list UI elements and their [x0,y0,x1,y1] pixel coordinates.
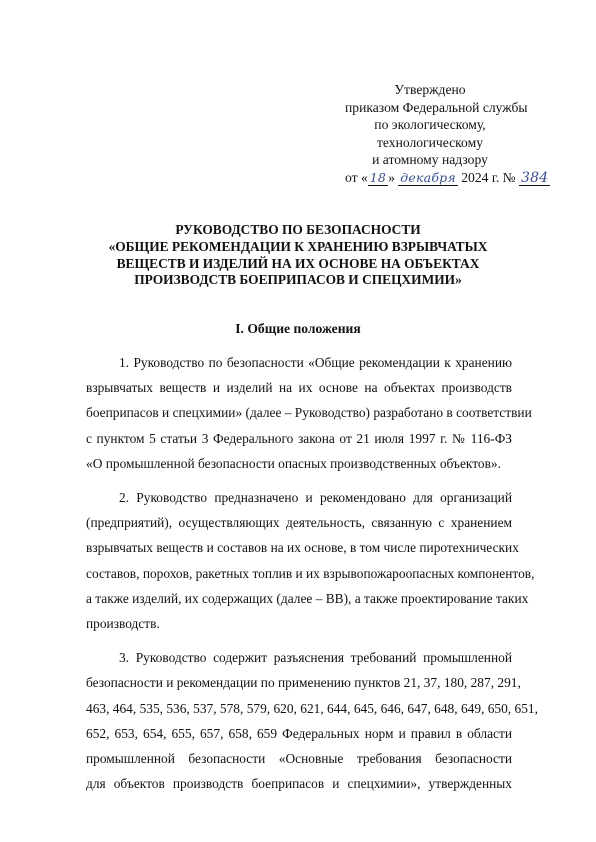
paragraph-line: с пунктом 5 статьи 3 Федерального закона от 21 июля 1997 г. № 116-ФЗ [86,430,512,446]
section-heading: I. Общие положения [235,321,361,336]
paragraph-line: 1. Руководство по безопасности «Общие рекомендации к хранению [119,355,512,370]
paragraph-line: 463, 464, 535, 536, 537, 578, 579, 620, 621, 644, 645, 646, 647, 648, 649, 650, 651, [86,700,538,716]
paragraph-line: боеприпасов и спецхимии» (далее – Руководство) разработано в соответствии [86,405,532,421]
paragraph-line: а также изделий, их содержащих (далее – ВВ), а также проектирование таких [86,590,529,606]
title-line: ВЕЩЕСТВ И ИЗДЕЛИЙ НА ИХ ОСНОВЕ НА ОБЪЕКТАХ [116,255,480,271]
paragraph-line: взрывчатых веществ и изделий на их основе на объектах производств [86,380,512,396]
paragraph-line: составов, порохов, ракетных топлив и их взрывопожароопасных компонентов, [86,565,535,581]
order-number: 384 [521,169,549,186]
approval-stamp-block [345,81,549,188]
paragraph-line: взрывчатых веществ и составов на их основе, в том числе пиротехнических [86,540,519,556]
paragraph-line: (предприятий), осуществляющих деятельность, связанную с хранением [86,515,512,531]
approval-line: приказом Федеральной службы [345,99,528,115]
paragraph-line: производств. [86,616,160,632]
paragraph-line: для объектов производств боеприпасов и спецхимии», утвержденных [86,776,512,792]
paragraph-2 [86,485,535,636]
paragraph-line: 652, 653, 654, 655, 657, 658, 659 Федеральных норм и правил в области [86,725,512,741]
approval-line: Утверждено [394,82,466,97]
paragraph-line: 3. Руководство содержит разъяснения требований промышленной [119,650,512,666]
order-date-number-line [345,169,549,188]
paragraph-1 [86,350,532,476]
document-title [60,222,536,289]
paragraph-3 [86,645,538,796]
paragraph-line: промышленной безопасности «Основные требования безопасности [86,751,512,767]
title-line: РУКОВОДСТВО ПО БЕЗОПАСНОСТИ [175,222,421,237]
order-prefix: от « [345,169,368,185]
paragraph-line: безопасности и рекомендации по применению пунктов 21, 37, 180, 287, 291, [86,675,521,691]
order-month: декабря [400,169,456,185]
order-quote-close: » [388,169,395,185]
order-year: 2024 г. № [461,169,516,185]
approval-line: технологическому [376,134,483,150]
order-day: 18 [369,169,387,185]
approval-line: и атомному надзору [372,152,488,168]
paragraph-line: 2. Руководство предназначено и рекомендовано для организаций [119,490,512,506]
approval-line: по экологическому, [374,117,486,133]
paragraph-line: «О промышленной безопасности опасных производственных объектов». [86,455,501,471]
document-body [86,350,538,805]
title-line: ПРОИЗВОДСТВ БОЕПРИПАСОВ И СПЕЦХИМИИ» [134,272,462,288]
title-line: «ОБЩИЕ РЕКОМЕНДАЦИИ К ХРАНЕНИЮ ВЗРЫВЧАТЫХ [108,238,488,254]
